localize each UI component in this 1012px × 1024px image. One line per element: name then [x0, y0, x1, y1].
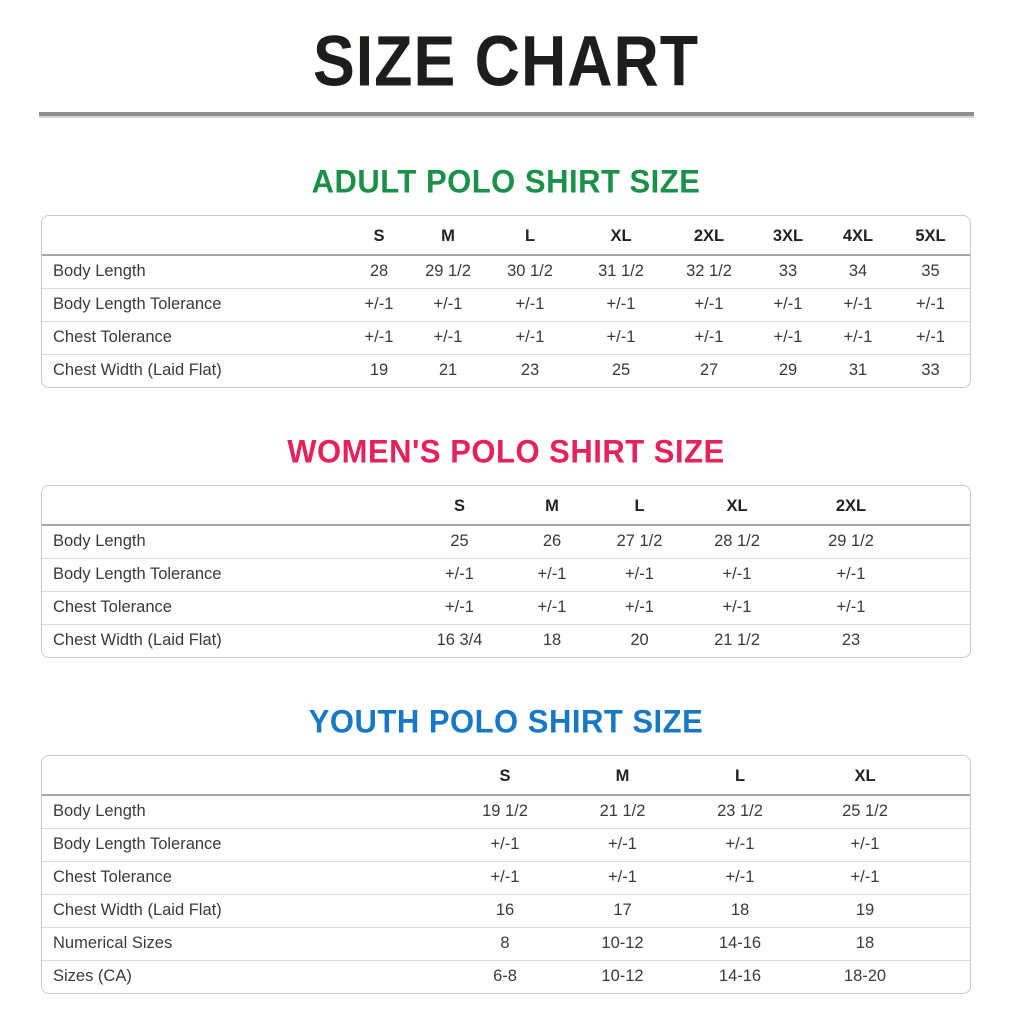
row-filler [910, 591, 970, 624]
size-value: 33 [891, 354, 970, 387]
column-header-adult: 4XL [825, 216, 891, 256]
size-value: 31 [825, 354, 891, 387]
size-value: 14-16 [680, 960, 800, 993]
row-label: Body Length [53, 262, 146, 280]
section-heading-youth: YOUTH POLO SHIRT SIZE [308, 703, 704, 740]
page-title: SIZE CHART [312, 20, 700, 102]
row-label: Body Length Tolerance [42, 288, 347, 321]
size-value: +/-1 [411, 288, 485, 321]
table-row [42, 591, 970, 624]
row-filler [930, 927, 970, 960]
header-row [42, 756, 970, 796]
size-value: 27 1/2 [616, 532, 663, 550]
size-value: 21 1/2 [682, 624, 792, 657]
column-header-women: M [507, 486, 597, 526]
table-row [42, 526, 970, 558]
size-value: 19 1/2 [482, 802, 528, 820]
size-value: +/-1 [445, 861, 565, 894]
row-filler [930, 796, 970, 828]
size-value: 18-20 [800, 960, 930, 993]
size-value: +/-1 [682, 558, 792, 591]
header-filler [930, 756, 970, 796]
size-value: 21 [411, 354, 485, 387]
size-value: +/-1 [412, 591, 507, 624]
size-value: 20 [597, 624, 682, 657]
size-value: 34 [848, 262, 868, 280]
table-row [42, 894, 970, 927]
size-value: +/-1 [507, 558, 597, 591]
size-value: +/-1 [682, 591, 792, 624]
size-value: 29 [751, 354, 825, 387]
size-value: 25 1/2 [842, 802, 888, 820]
row-filler [930, 861, 970, 894]
table-row [42, 354, 970, 387]
size-value: +/-1 [825, 321, 891, 354]
table-row [42, 796, 970, 828]
size-value: +/-1 [485, 321, 575, 354]
column-header-adult: 5XL [891, 216, 970, 256]
header-row [42, 216, 970, 256]
column-header-adult: 2XL [667, 216, 751, 256]
row-filler [910, 526, 970, 558]
size-value: +/-1 [792, 558, 910, 591]
size-value: 23 [792, 624, 910, 657]
size-value: 8 [445, 927, 565, 960]
size-value: 26 [542, 532, 562, 550]
row-filler [910, 558, 970, 591]
size-value: +/-1 [411, 321, 485, 354]
size-value: 18 [507, 624, 597, 657]
row-label: Numerical Sizes [42, 927, 445, 960]
size-value: +/-1 [667, 321, 751, 354]
table-row [42, 927, 970, 960]
size-table-youth [41, 755, 971, 994]
size-value: 6-8 [445, 960, 565, 993]
table-row [42, 256, 970, 288]
size-value: +/-1 [485, 288, 575, 321]
size-value: +/-1 [680, 828, 800, 861]
size-value: 18 [800, 927, 930, 960]
size-value: 28 [369, 262, 389, 280]
row-filler [930, 894, 970, 927]
size-value: 16 [445, 894, 565, 927]
table-row [42, 861, 970, 894]
size-value: +/-1 [825, 288, 891, 321]
column-header-youth: L [680, 756, 800, 796]
size-value: 19 [347, 354, 411, 387]
size-value: +/-1 [891, 321, 970, 354]
column-header-adult: M [411, 216, 485, 256]
column-header-women: XL [682, 486, 792, 526]
size-table-adult [41, 215, 971, 388]
row-label: Body Length [53, 802, 146, 820]
size-value: +/-1 [680, 861, 800, 894]
header-label-spacer [42, 756, 445, 796]
size-value: +/-1 [800, 828, 930, 861]
title-divider [39, 112, 974, 118]
size-value: +/-1 [597, 591, 682, 624]
size-value: +/-1 [575, 288, 667, 321]
row-label: Chest Width (Laid Flat) [42, 894, 445, 927]
size-value: 27 [667, 354, 751, 387]
row-label: Body Length [53, 532, 146, 550]
size-value: 32 1/2 [686, 262, 732, 280]
size-value: +/-1 [792, 591, 910, 624]
size-value: 25 [575, 354, 667, 387]
row-label: Chest Width (Laid Flat) [42, 624, 412, 657]
size-value: 19 [800, 894, 930, 927]
size-value: +/-1 [445, 828, 565, 861]
section-heading-women: WOMEN'S POLO SHIRT SIZE [287, 433, 725, 470]
row-filler [930, 960, 970, 993]
size-value: 21 1/2 [599, 802, 646, 820]
size-value: +/-1 [575, 321, 667, 354]
column-header-youth: M [565, 756, 680, 796]
size-value: 25 [450, 532, 469, 550]
size-value: 33 [778, 262, 798, 280]
column-header-adult: 3XL [751, 216, 825, 256]
header-filler [910, 486, 970, 526]
size-section-women [0, 434, 1012, 658]
size-value: +/-1 [412, 558, 507, 591]
table-row [42, 288, 970, 321]
size-value: 10-12 [565, 960, 680, 993]
size-value: 16 3/4 [412, 624, 507, 657]
size-value: 28 1/2 [714, 532, 760, 550]
size-sections [0, 164, 1012, 994]
table-row [42, 558, 970, 591]
size-value: 29 1/2 [828, 532, 874, 550]
size-section-youth [0, 704, 1012, 994]
row-filler [910, 624, 970, 657]
size-value: +/-1 [347, 288, 411, 321]
column-header-women: 2XL [792, 486, 910, 526]
size-value: +/-1 [565, 861, 680, 894]
size-section-adult [0, 164, 1012, 388]
header-label-spacer [42, 486, 412, 526]
table-row [42, 960, 970, 993]
size-value: 35 [921, 262, 940, 280]
size-value: 10-12 [565, 927, 680, 960]
size-value: +/-1 [507, 591, 597, 624]
row-label: Body Length Tolerance [42, 558, 412, 591]
size-value: +/-1 [800, 861, 930, 894]
row-label: Body Length Tolerance [42, 828, 445, 861]
size-value: 29 1/2 [425, 262, 471, 280]
size-table-women [41, 485, 971, 658]
row-label: Chest Tolerance [42, 861, 445, 894]
table-row [42, 828, 970, 861]
size-value: 17 [565, 894, 680, 927]
size-value: +/-1 [347, 321, 411, 354]
row-label: Sizes (CA) [42, 960, 445, 993]
column-header-youth: S [445, 756, 565, 796]
section-heading-adult: ADULT POLO SHIRT SIZE [311, 163, 701, 200]
table-row [42, 624, 970, 657]
size-value: 23 [485, 354, 575, 387]
column-header-adult: XL [575, 216, 667, 256]
size-value: +/-1 [667, 288, 751, 321]
size-value: +/-1 [565, 828, 680, 861]
table-row [42, 321, 970, 354]
row-label: Chest Tolerance [42, 591, 412, 624]
column-header-women: L [597, 486, 682, 526]
size-value: 18 [680, 894, 800, 927]
size-value: 14-16 [680, 927, 800, 960]
size-value: 30 1/2 [507, 262, 553, 280]
header-label-spacer [42, 216, 347, 256]
header-row [42, 486, 970, 526]
size-value: +/-1 [751, 321, 825, 354]
size-value: 31 1/2 [598, 262, 644, 280]
column-header-youth: XL [800, 756, 930, 796]
size-value: 23 1/2 [717, 802, 763, 820]
size-value: +/-1 [597, 558, 682, 591]
column-header-adult: L [485, 216, 575, 256]
row-label: Chest Tolerance [42, 321, 347, 354]
row-filler [930, 828, 970, 861]
column-header-adult: S [347, 216, 411, 256]
row-label: Chest Width (Laid Flat) [42, 354, 347, 387]
column-header-women: S [412, 486, 507, 526]
size-value: +/-1 [751, 288, 825, 321]
size-value: +/-1 [891, 288, 970, 321]
